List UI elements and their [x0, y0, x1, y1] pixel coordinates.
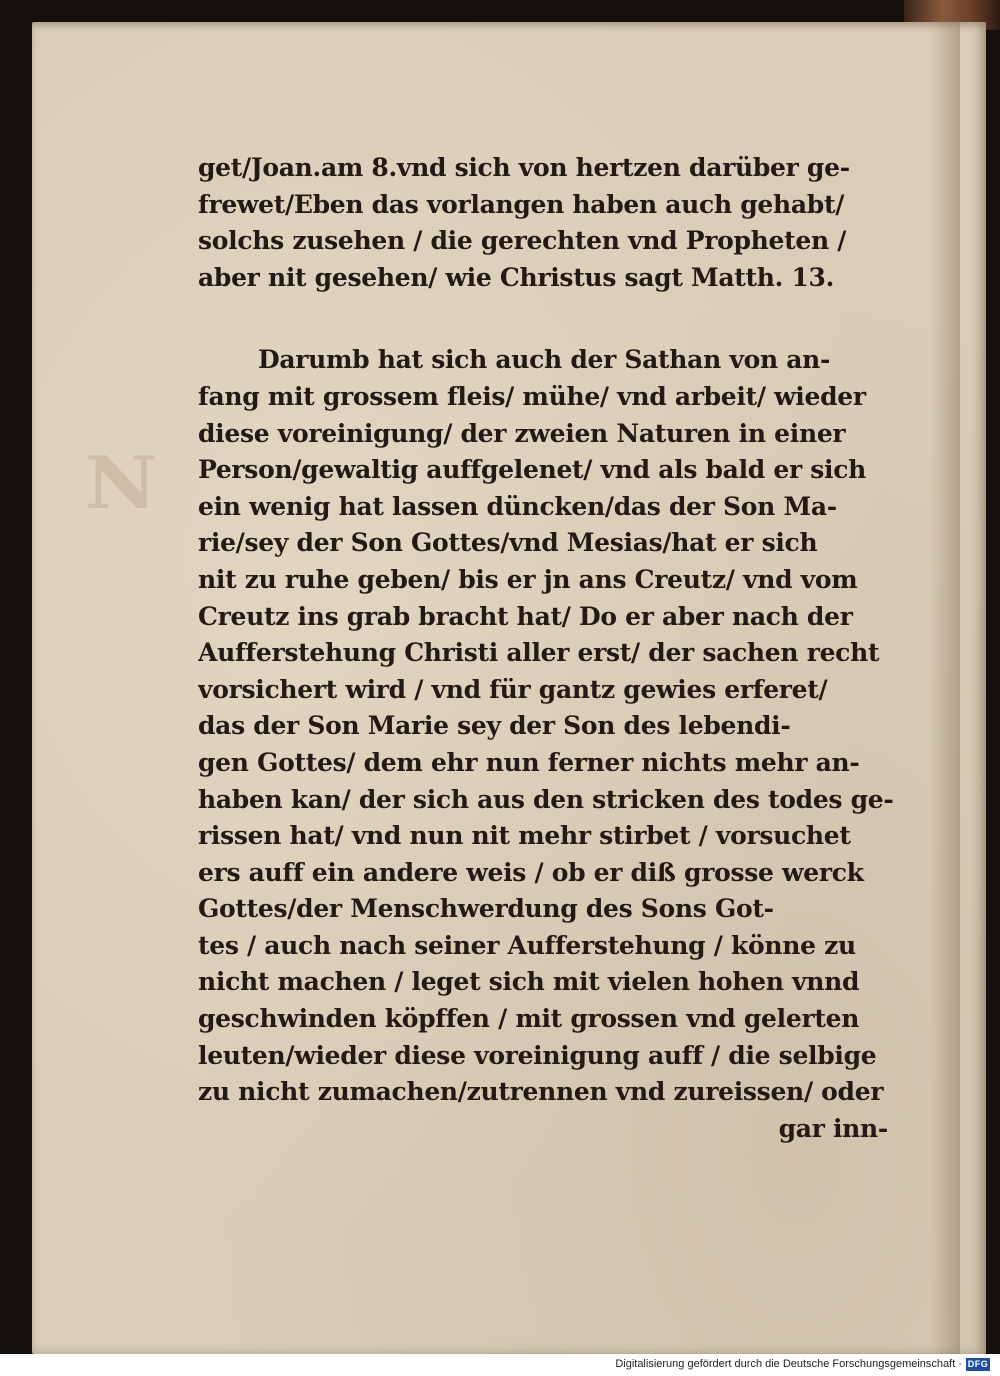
text-line: leuten/wieder diese voreinigung auff / die selbige	[198, 1040, 877, 1070]
footer-credit: Digitalisierung gefördert durch die Deutsche Forschungsgemeinschaft ·	[615, 1358, 962, 1370]
text-line-indented: Darumb hat sich auch der Sathan von an-	[258, 345, 831, 375]
text-line: fang mit grossem fleis/ mühe/ vnd arbeit/ wieder	[198, 381, 866, 411]
text-line: rissen hat/ vnd nun nit mehr stirbet / vorsuchet	[198, 821, 851, 851]
text-line: frewet/Eben das vorlangen haben auch gehabt/	[198, 189, 845, 219]
show-through-mark: N	[84, 440, 158, 525]
text-line: Aufferstehung Christi aller erst/ der sachen recht	[198, 638, 880, 668]
text-line: gen Gottes/ dem ehr nun ferner nichts mehr an-	[198, 747, 860, 777]
paragraph-gap	[198, 296, 898, 342]
text-line: zu nicht zumachen/zutrennen vnd zureissen/ oder	[198, 1077, 884, 1107]
text-line: diese voreinigung/ der zweien Naturen in einer	[198, 418, 846, 448]
text-line: ein wenig hat lassen düncken/das der Son Ma-	[198, 491, 837, 521]
text-line: nit zu ruhe geben/ bis er jn ans Creutz/ vnd vom	[198, 564, 858, 594]
text-line: solchs zusehen / die gerechten vnd Propheten /	[198, 226, 847, 256]
text-line: Person/gewaltig auffgelenet/ vnd als bald er sich	[198, 455, 867, 485]
text-line: Creutz ins grab bracht hat/ Do er aber nach der	[198, 601, 853, 631]
text-line: vorsichert wird / vnd für gantz gewies erferet/	[198, 674, 828, 704]
text-line: rie/sey der Son Gottes/vnd Mesias/hat er sich	[198, 528, 818, 558]
text-line: ers auff ein andere weis / ob er diß grosse werck	[198, 857, 864, 887]
text-line: das der Son Marie sey der Son des lebendi-	[198, 711, 791, 741]
text-line: haben kan/ der sich aus den stricken des todes ge-	[198, 784, 894, 814]
text-line: nicht machen / leget sich mit vielen hohen vnnd	[198, 967, 860, 997]
page-text	[198, 150, 898, 1147]
text-line: get/Joan.am 8.vnd sich von hertzen darüber ge-	[198, 153, 850, 182]
page-gutter-shadow	[930, 22, 960, 1354]
text-line: geschwinden köpffen / mit grossen vnd gelerten	[198, 1004, 860, 1034]
text-line: tes / auch nach seiner Aufferstehung / könne zu	[198, 930, 856, 960]
text-line: Gottes/der Menschwerdung des Sons Got-	[198, 894, 774, 924]
text-line: aber nit gesehen/ wie Christus sagt Matth. 13.	[198, 262, 835, 292]
dfg-logo: DFG	[967, 1359, 989, 1369]
catchword: gar inn-	[778, 1113, 888, 1143]
